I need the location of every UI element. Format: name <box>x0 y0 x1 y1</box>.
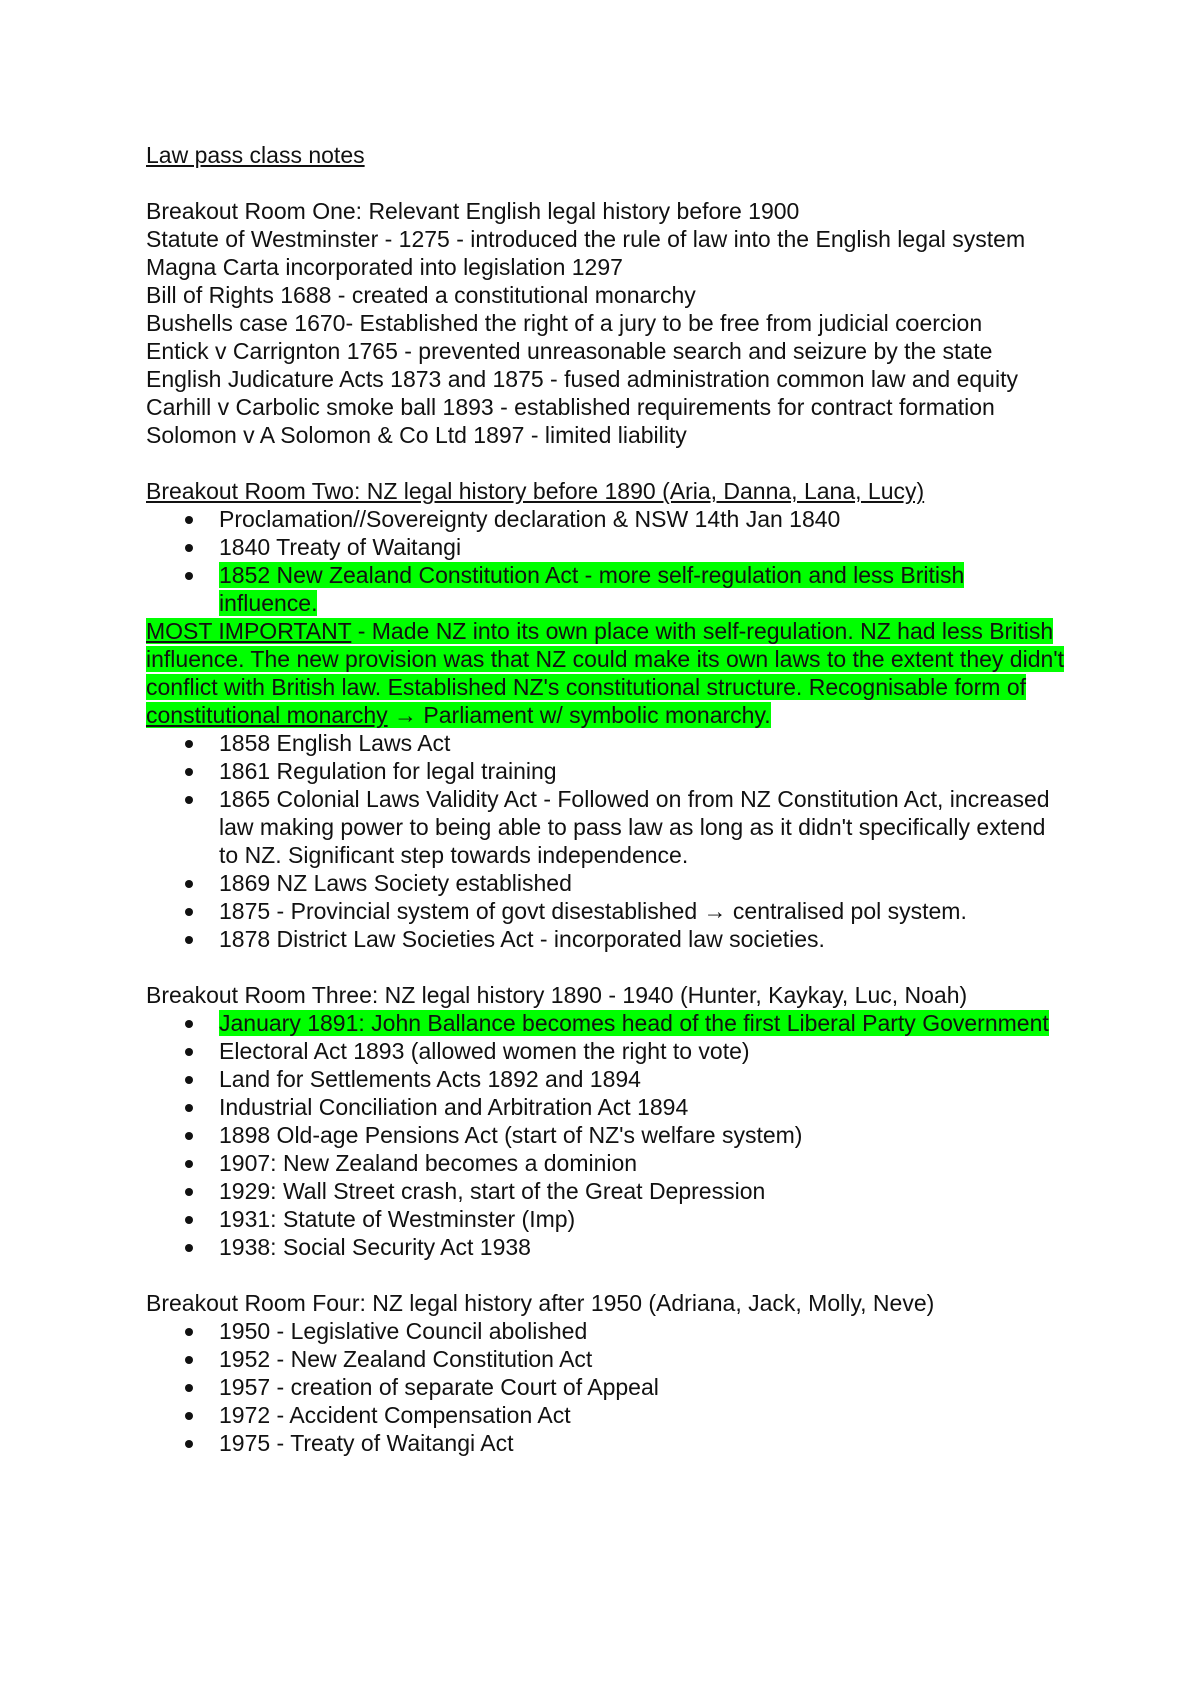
spacer <box>146 449 1066 477</box>
constitutional-monarchy-link: constitutional monarchy <box>146 702 388 728</box>
room-two-heading: Breakout Room Two: NZ legal history before 1890 (Aria, Danna, Lana, Lucy) <box>146 478 925 504</box>
list-item: 1861 Regulation for legal training <box>146 757 1066 785</box>
list-item: Land for Settlements Acts 1892 and 1894 <box>146 1065 1066 1093</box>
room-one-section <box>146 197 1066 449</box>
list-item: 1952 - New Zealand Constitution Act <box>146 1345 1066 1373</box>
room-four-heading: Breakout Room Four: NZ legal history after 1950 (Adriana, Jack, Molly, Neve) <box>146 1290 935 1316</box>
room-three-heading: Breakout Room Three: NZ legal history 1890 - 1940 (Hunter, Kaykay, Luc, Noah) <box>146 982 968 1008</box>
most-important-label: MOST IMPORTANT <box>146 618 352 644</box>
list-item-highlighted <box>146 561 1066 617</box>
room-one-line: English Judicature Acts 1873 and 1875 - fused administration common law and equity <box>146 366 1018 392</box>
room-one-line: Magna Carta incorporated into legislation 1297 <box>146 254 623 280</box>
list-item: 1875 - Provincial system of govt disestablished → centralised pol system. <box>146 897 1066 925</box>
note-text-end: → Parliament w/ symbolic monarchy. <box>387 702 771 728</box>
list-item: Electoral Act 1893 (allowed women the right to vote) <box>146 1037 1066 1065</box>
room-one-heading: Breakout Room One: Relevant English legal history before 1900 <box>146 198 800 224</box>
room-four-section <box>146 1289 1066 1457</box>
list-item: 1865 Colonial Laws Validity Act - Followed on from NZ Constitution Act, increased law making power to being able to pass law as long as it didn't specifically extend to NZ. Significant step towards independence. <box>146 785 1066 869</box>
spacer <box>146 1261 1066 1289</box>
room-four-list <box>146 1317 1066 1457</box>
list-item: 1931: Statute of Westminster (Imp) <box>146 1205 1066 1233</box>
list-item: 1898 Old-age Pensions Act (start of NZ's welfare system) <box>146 1121 1066 1149</box>
list-item: Proclamation//Sovereignty declaration & NSW 14th Jan 1840 <box>146 505 1066 533</box>
list-item: Industrial Conciliation and Arbitration Act 1894 <box>146 1093 1066 1121</box>
room-one-line: Carhill v Carbolic smoke ball 1893 - established requirements for contract formation <box>146 394 995 420</box>
list-item: 1950 - Legislative Council abolished <box>146 1317 1066 1345</box>
list-item: 1929: Wall Street crash, start of the Great Depression <box>146 1177 1066 1205</box>
list-item: 1869 NZ Laws Society established <box>146 869 1066 897</box>
room-three-section <box>146 981 1066 1261</box>
room-one-line: Entick v Carrignton 1765 - prevented unreasonable search and seizure by the state <box>146 338 993 364</box>
list-item: 1957 - creation of separate Court of Appeal <box>146 1373 1066 1401</box>
room-one-line: Statute of Westminster - 1275 - introduced the rule of law into the English legal system <box>146 226 1026 252</box>
spacer <box>146 169 1066 197</box>
list-item: 1878 District Law Societies Act - incorporated law societies. <box>146 925 1066 953</box>
list-item: 1972 - Accident Compensation Act <box>146 1401 1066 1429</box>
list-item: 1938: Social Security Act 1938 <box>146 1233 1066 1261</box>
room-three-list <box>146 1009 1066 1261</box>
list-item: 1858 English Laws Act <box>146 729 1066 757</box>
room-one-line: Bushells case 1670- Established the right of a jury to be free from judicial coercion <box>146 310 983 336</box>
list-item: 1907: New Zealand becomes a dominion <box>146 1149 1066 1177</box>
spacer <box>146 953 1066 981</box>
list-item-highlighted <box>146 1009 1066 1037</box>
room-one-line: Bill of Rights 1688 - created a constitutional monarchy <box>146 282 696 308</box>
document-body <box>146 141 1066 1457</box>
list-item: 1840 Treaty of Waitangi <box>146 533 1066 561</box>
room-two-section <box>146 477 1066 953</box>
list-item: 1975 - Treaty of Waitangi Act <box>146 1429 1066 1457</box>
room-two-list-continued <box>146 729 1066 953</box>
room-two-list <box>146 505 1066 617</box>
highlighted-text: January 1891: John Ballance becomes head of the first Liberal Party Government <box>219 1010 1049 1036</box>
note-highlight <box>146 618 1064 728</box>
page-title: Law pass class notes <box>146 142 365 168</box>
highlighted-text: 1852 New Zealand Constitution Act - more self-regulation and less British influence. <box>219 562 965 616</box>
room-one-line: Solomon v A Solomon & Co Ltd 1897 - limited liability <box>146 422 687 448</box>
note-text: - Made NZ into its own place with self-regulation. NZ had less British influence. The new provision was that NZ could make its own laws to the extent they didn't conflict with British law. Established NZ's constitutional structure. Recognisable form of <box>146 618 1065 700</box>
most-important-note <box>146 617 1066 729</box>
